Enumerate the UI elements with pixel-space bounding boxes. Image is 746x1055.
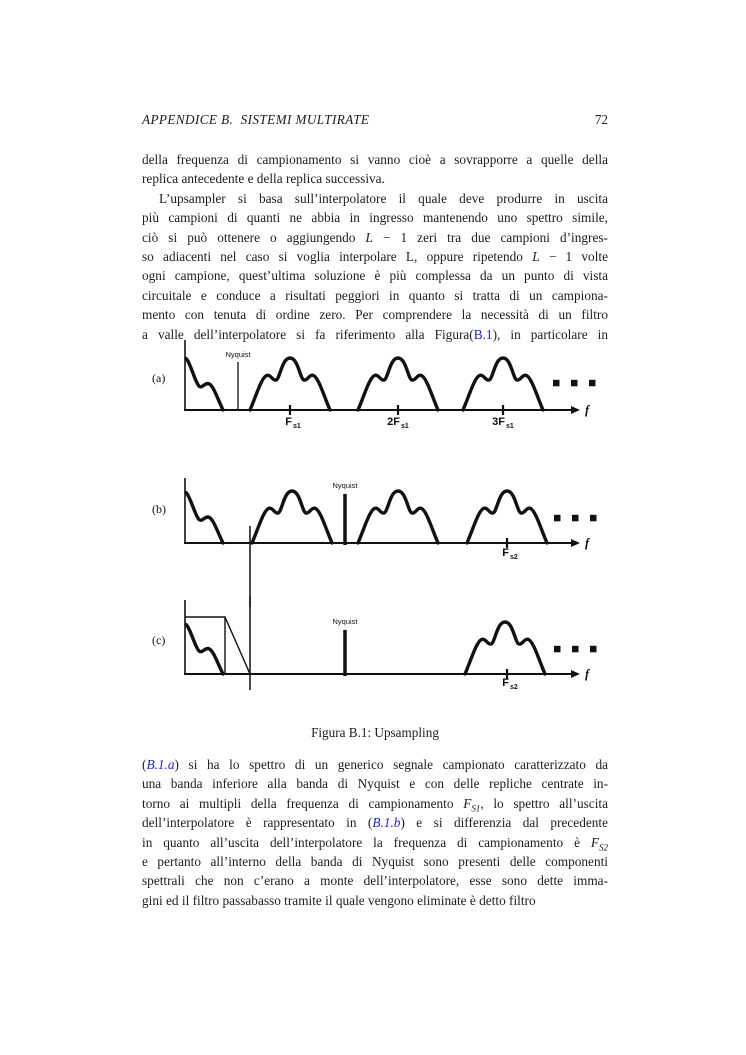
spectrum-replica-curve	[250, 358, 330, 410]
text-segment: a valle dell’interpolatore si fa riferimento alla Figura(	[142, 326, 474, 342]
tick-label-subscript: s1	[401, 423, 409, 430]
text-segment: L	[365, 229, 373, 245]
nyquist-label: Nyquist	[332, 481, 358, 490]
text-line	[142, 247, 608, 266]
page-header	[142, 112, 608, 128]
text-line	[142, 150, 608, 169]
text-segment: S2	[599, 842, 608, 853]
text-segment: una banda inferiore alla banda di Nyquist e con delle repliche centrate in-	[142, 776, 608, 792]
ellipsis-dot	[572, 515, 579, 522]
tick-label-main: F	[502, 677, 509, 689]
text-line	[142, 813, 608, 832]
text-line	[142, 286, 608, 305]
tick-label-subscript: s2	[510, 684, 518, 691]
text-segment: F	[590, 834, 599, 850]
text-segment: replica antecedente e della replica successiva.	[142, 171, 385, 187]
figure-caption: Figura B.1: Upsampling	[311, 725, 439, 740]
text-segment: ) e si differenzia dal precedente	[400, 815, 608, 831]
text-line	[142, 755, 608, 774]
page-number: 72	[594, 112, 608, 127]
spectrum-replica-curve	[465, 622, 545, 674]
ellipsis-dot	[590, 646, 597, 653]
nyquist-label: Nyquist	[332, 617, 358, 626]
text-line	[142, 189, 608, 208]
text-segment: torno ai multipli della frequenza di campionamento	[142, 795, 464, 811]
figure-subplot-a	[140, 336, 620, 455]
ellipsis-dot	[571, 380, 578, 387]
spectrum-replica-curve	[358, 491, 438, 543]
text-line	[142, 833, 608, 852]
figure-ref-link[interactable]: B.1	[473, 326, 493, 342]
text-segment: L’upsampler si basa sull’interpolatore il quale deve produrre in uscita	[159, 190, 608, 206]
subfigure-label: (c)	[152, 633, 166, 647]
nyquist-label: Nyquist	[225, 350, 251, 359]
text-line	[142, 891, 608, 910]
baseband-spectrum-curve	[186, 493, 223, 544]
figure-ref-link[interactable]: B.1.b	[372, 815, 401, 831]
body-paragraphs-top	[142, 150, 608, 344]
text-segment: ogni campione, quest’ultima soluzione è più complessa da un punto di vista	[142, 268, 608, 284]
text-segment: (	[142, 757, 147, 772]
figure-subplot-c	[140, 592, 620, 713]
text-segment: F	[463, 795, 472, 811]
text-segment: so adiacenti nel caso si voglia interpolare L, oppure ripetendo	[142, 248, 533, 264]
text-line	[142, 774, 608, 793]
ellipsis-dot	[590, 515, 597, 522]
tick-label-main: 2F	[387, 416, 400, 428]
tick-label-subscript: s1	[293, 423, 301, 430]
text-segment: , lo spettro all’uscita	[480, 795, 608, 811]
text-segment: e pertanto all’interno della banda di Nyquist sono presenti delle componenti	[142, 853, 608, 869]
subfigure-label: (b)	[152, 502, 166, 516]
baseband-spectrum-curve	[186, 359, 223, 411]
running-head-title: APPENDICE B. SISTEMI MULTIRATE	[142, 112, 370, 127]
figure-ref-link[interactable]: B.1.a	[146, 757, 175, 772]
text-line	[142, 169, 608, 188]
text-segment: − 1 volte	[539, 248, 608, 264]
ellipsis-dot	[572, 646, 579, 653]
text-segment: ciò si può ottenere o aggiungendo	[142, 229, 366, 245]
ellipsis-dot	[553, 380, 560, 387]
text-segment: in quanto all’uscita dell’interpolatore la frequenza di campionamento è	[142, 834, 591, 850]
subfigure-label: (a)	[152, 371, 166, 385]
subfigure-b-spectrum-plot	[140, 469, 620, 611]
tick-label-subscript: s1	[506, 423, 514, 430]
text-line	[142, 208, 608, 227]
tick-label-main: F	[285, 416, 292, 428]
text-line	[142, 852, 608, 871]
text-segment: − 1 zeri tra due campioni d’ingres-	[372, 229, 608, 245]
x-axis-arrow	[571, 406, 580, 414]
tick-label-subscript: s2	[510, 554, 518, 561]
text-segment: circuitale e conduce a risultati peggiori in quanto si tratta di un campiona-	[142, 287, 608, 303]
baseband-spectrum-curve	[186, 625, 223, 675]
ellipsis-dot	[589, 380, 596, 387]
text-segment: mento con tenuta di ordine zero. Per comprendere la necessità di un filtro	[142, 307, 608, 323]
text-segment: S1	[471, 803, 481, 814]
text-line	[142, 794, 608, 813]
text-segment: dell’interpolatore è rappresentato in (	[142, 815, 373, 831]
tick-label-main: F	[502, 547, 509, 559]
text-line	[142, 228, 608, 247]
spectrum-replica-curve	[252, 491, 332, 543]
frequency-axis-label: f	[585, 536, 590, 550]
x-axis-arrow	[571, 670, 580, 678]
frequency-axis-label: f	[585, 403, 590, 417]
text-segment: gini ed il filtro passabasso tramite il quale vengono eliminate è detto filtro	[142, 892, 536, 908]
spectrum-replica-curve	[358, 358, 438, 410]
body-paragraphs-bottom	[142, 755, 608, 910]
text-segment: della frequenza di campionamento si vanno cioè a sovrapporre a quelle della	[142, 152, 608, 167]
text-segment: spettrali che non c’erano a monte dell’interpolatore, esse sono dette imma-	[142, 873, 608, 889]
tick-label-main: 3F	[492, 416, 505, 428]
spectrum-replica-curve	[467, 491, 547, 543]
ellipsis-dot	[554, 515, 561, 522]
text-segment: ) si ha lo spettro di un generico segnale campionato caratterizzato da	[174, 757, 608, 772]
x-axis-arrow	[571, 539, 580, 547]
text-line	[142, 266, 608, 285]
subfigure-a-spectrum-plot	[140, 336, 620, 450]
ellipsis-dot	[554, 646, 561, 653]
spectrum-replica-curve	[463, 358, 543, 410]
subfigure-c-spectrum-plot	[140, 592, 620, 708]
text-segment: L	[532, 248, 540, 264]
frequency-axis-label: f	[585, 667, 590, 681]
text-segment: più campioni di quanti ne abbia in ingresso mantenendo uno spettro simile,	[142, 210, 608, 226]
text-line	[142, 871, 608, 890]
text-segment: ), in particolare in	[492, 326, 609, 342]
text-line	[142, 305, 608, 324]
